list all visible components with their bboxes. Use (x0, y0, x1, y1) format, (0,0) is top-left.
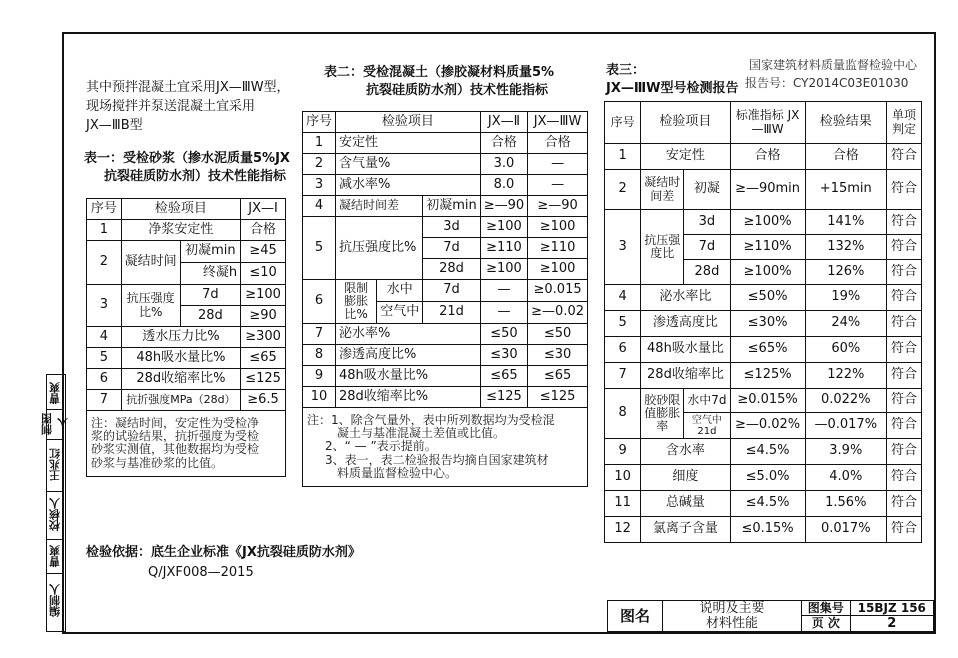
cell: 净浆安定性 (121, 220, 240, 241)
table-row (303, 366, 588, 387)
cell: 限制膨胀比% (336, 280, 377, 324)
cell: ≥110 (480, 238, 527, 259)
cell: 132% (805, 235, 886, 260)
table-row (303, 345, 588, 366)
cell: 7d (684, 235, 730, 260)
cell: ≤65 (241, 348, 286, 369)
cell: 7 (303, 324, 336, 345)
cell: 渗透高度比% (336, 345, 481, 366)
table-row (605, 311, 922, 337)
divider (47, 409, 64, 410)
cell: 9 (303, 366, 336, 387)
cell: 1 (87, 220, 122, 241)
cell: ≤125 (528, 387, 588, 408)
cell: 符合 (887, 363, 922, 389)
cell: ≥100 (241, 285, 286, 306)
table-row (303, 387, 588, 408)
cell: 1 (605, 144, 641, 170)
cell: ≤10 (241, 263, 286, 285)
cell: 符合 (887, 389, 922, 413)
cell: 符合 (887, 210, 922, 235)
table1-note (87, 411, 286, 477)
cell: 6 (605, 337, 641, 363)
intro-line: 其中预拌混凝土宜采用JX—ⅢW型， (86, 80, 290, 95)
drawing-name-label: 图名 (608, 601, 663, 632)
table-row (608, 601, 934, 616)
cell: 氯离子含量 (641, 517, 730, 543)
cell: 5 (87, 348, 122, 369)
cell: 3.0 (480, 154, 527, 175)
cell: 合格 (528, 133, 588, 154)
cell: 28d (684, 260, 730, 285)
signature-label: 校核人 (48, 498, 62, 532)
cell: ≤65% (730, 337, 805, 363)
cell: 1 (303, 133, 336, 154)
cell: 含水率 (641, 439, 730, 465)
test-basis (86, 543, 361, 583)
cell: 符合 (887, 144, 922, 170)
table-row (87, 327, 286, 348)
cell: 48h吸水量比% (336, 366, 481, 387)
table-row (605, 363, 922, 389)
cell: ≥—90 (528, 196, 588, 217)
table2-title-line: 抗裂硅质防水剂）技术性能指标 (366, 83, 549, 98)
cell: 减水率% (336, 175, 481, 196)
cell: 122% (805, 363, 886, 389)
cell: 4 (87, 327, 122, 348)
table-row (605, 210, 922, 235)
cell: ≤50 (528, 324, 588, 345)
cell: 1.56% (805, 491, 886, 517)
cell: 3 (87, 285, 122, 327)
table3-title-line: 表三： (606, 63, 646, 78)
table-row (303, 112, 588, 133)
title-block (607, 600, 934, 632)
cell: 3d (684, 210, 730, 235)
drawing-name (663, 601, 802, 632)
cell: 安定性 (641, 144, 730, 170)
table-row (605, 170, 922, 210)
divider (47, 573, 64, 574)
cell: 7 (87, 390, 122, 411)
cell: 3.9% (805, 439, 886, 465)
cell: 符合 (887, 439, 922, 465)
cell: — (528, 154, 588, 175)
cell: ≥110% (730, 235, 805, 260)
cell: ≥100% (730, 210, 805, 235)
cell: 24% (805, 311, 886, 337)
page-label: 页 次 (802, 616, 851, 632)
note-line: 料质量监督检验中心。 (337, 465, 458, 480)
cell: JX—Ⅱ (480, 112, 527, 133)
cell: 细度 (641, 465, 730, 491)
cell: 泌水率比 (641, 285, 730, 311)
table-row (303, 154, 588, 175)
intro-line: 现场搅拌并泵送混凝土宜采用 (86, 99, 256, 114)
intro-text (86, 78, 290, 135)
table-row (303, 196, 588, 217)
cell: ≥—90min (730, 170, 805, 210)
cell: 符合 (887, 413, 922, 439)
cell: 合格 (805, 144, 886, 170)
cell: 初凝 (684, 170, 730, 210)
note-line: 砂浆实测值，其他数据均为受检 (91, 442, 260, 457)
table-row (303, 280, 588, 302)
cell: ≥300 (241, 327, 286, 348)
cell: 3 (605, 210, 641, 285)
cell: 渗透高度比 (641, 311, 730, 337)
table-row (605, 102, 922, 144)
note-line: 注：1、除含气量外，表中所列数据均为受检混 (307, 413, 555, 427)
note-line: 注：凝结时间，安定性为受检净 (91, 416, 260, 430)
table2 (302, 111, 588, 487)
cell: 7 (605, 363, 641, 389)
signature-label: 制图人 (40, 413, 70, 435)
cell: ≥—0.02 (528, 302, 588, 324)
cell: 11 (605, 491, 641, 517)
table1 (86, 198, 286, 477)
cell: ≤30 (480, 345, 527, 366)
atlas-number: 15BJZ 156 (850, 601, 933, 616)
cell: —0.017% (805, 413, 886, 439)
cell: 5 (303, 217, 336, 280)
cell: ≥100 (480, 259, 527, 280)
cell: 终凝h (180, 263, 240, 285)
cell: 6 (87, 369, 122, 390)
cell: 安定性 (336, 133, 481, 154)
cell: 0.022% (805, 389, 886, 413)
table2-note (303, 408, 588, 487)
intro-line: JX—ⅢB型 (86, 118, 143, 133)
cell: 10 (303, 387, 336, 408)
table-row (605, 144, 922, 170)
cell: 空气中 (377, 302, 423, 324)
cell: 4 (605, 285, 641, 311)
cell: 9 (605, 439, 641, 465)
cell: 抗压强度比 (641, 210, 684, 285)
cell: 初凝min (180, 241, 240, 263)
note-line: 2、“ — ”表示提前。 (325, 439, 437, 454)
cell: 抗压强度比% (121, 285, 180, 327)
table-row (87, 220, 286, 241)
cell: ≥110 (528, 238, 588, 259)
cell: ≤4.5% (730, 491, 805, 517)
cell: 28d收缩率比 (641, 363, 730, 389)
table-row (87, 285, 286, 306)
table2-title-line: 表二：受检混凝土（掺胶凝材料质量5% (324, 65, 555, 80)
cell: 8 (605, 389, 641, 439)
table2-title (324, 64, 554, 100)
cell: — (480, 280, 527, 302)
table-row (605, 491, 922, 517)
cell: 序号 (303, 112, 336, 133)
cell: 合格 (241, 220, 286, 241)
note-line: 凝土与基准混凝土差值或比值。 (337, 426, 506, 441)
cell: 12 (605, 517, 641, 543)
signature: 曹爽 (48, 382, 62, 404)
cell: 胶砂限值膨胀率 (641, 389, 684, 439)
cell: ≤50 (480, 324, 527, 345)
table-row (605, 285, 922, 311)
cell: 4.0% (805, 465, 886, 491)
cell: 2 (605, 170, 641, 210)
cell: 符合 (887, 311, 922, 337)
table-row (605, 337, 922, 363)
cell: ≤50% (730, 285, 805, 311)
table-row (303, 324, 588, 345)
divider (47, 539, 64, 540)
cell: 序号 (87, 199, 122, 220)
cell: 水中 (377, 280, 423, 302)
org-name: 国家建筑材料质量监督检验中心 (749, 58, 918, 72)
table1-title-line: 抗裂硅质防水剂）技术性能指标 (104, 169, 287, 184)
cell: ≤125% (730, 363, 805, 389)
note-line: 浆的试验结果，抗折强度为受检 (91, 429, 260, 444)
cell: ≥100% (730, 260, 805, 285)
cell: 48h吸水量比% (121, 348, 240, 369)
table3 (604, 101, 922, 543)
cell: 28d (423, 259, 481, 280)
cell: 3 (303, 175, 336, 196)
cell: 0.017% (805, 517, 886, 543)
cell: 8.0 (480, 175, 527, 196)
cell: 凝结时间 (121, 241, 180, 285)
signature: 王兆红 (48, 448, 62, 482)
table-row (87, 390, 286, 411)
cell: +15min (805, 170, 886, 210)
cell: 2 (303, 154, 336, 175)
cell: ≥100 (528, 259, 588, 280)
cell: 48h吸水量比 (641, 337, 730, 363)
cell: 6 (303, 280, 336, 324)
table-row (87, 241, 286, 263)
cell: 符合 (887, 517, 922, 543)
cell: 空气中21d (684, 413, 730, 439)
cell: 含气量% (336, 154, 481, 175)
basis-line: Q/JXF008—2015 (148, 565, 254, 580)
cell: 8 (303, 345, 336, 366)
note-line: 砂浆与基准砂浆的比值。 (91, 455, 224, 470)
table-row (87, 369, 286, 390)
cell: ≥—0.02% (730, 413, 805, 439)
cell: ≥100 (480, 217, 527, 238)
cell: ≥0.015% (730, 389, 805, 413)
cell: 检验项目 (121, 199, 240, 220)
cell: ≤30% (730, 311, 805, 337)
table-row (303, 133, 588, 154)
cell: ≤0.15% (730, 517, 805, 543)
cell: 检验项目 (336, 112, 481, 133)
cell: 7d (423, 280, 481, 302)
cell: 单项判定 (887, 102, 922, 144)
cell: ≥0.015 (528, 280, 588, 302)
table-row (87, 348, 286, 369)
table-row (605, 517, 922, 543)
cell: 初凝min (423, 196, 481, 217)
cell: 28d (180, 306, 240, 327)
page-number: 2 (850, 616, 933, 632)
table-row (87, 411, 286, 477)
divider (47, 439, 64, 440)
note-line: 3、表一，表二检验报告均摘自国家建筑材 (325, 452, 549, 467)
cell: 141% (805, 210, 886, 235)
cell: JX—Ⅰ (241, 199, 286, 220)
cell: 28d收缩率比% (121, 369, 240, 390)
cell: ≤65 (480, 366, 527, 387)
cell: 合格 (730, 144, 805, 170)
cell: 标准指标 JX—ⅢW (730, 102, 805, 144)
table-row (605, 465, 922, 491)
cell: 符合 (887, 170, 922, 210)
cell: 5 (605, 311, 641, 337)
cell: 10 (605, 465, 641, 491)
drawing-name-line: 材料性能 (705, 616, 758, 631)
cell: 总碱量 (641, 491, 730, 517)
drawing-name-line: 说明及主要 (699, 601, 765, 616)
cell: 符合 (887, 337, 922, 363)
cell: 60% (805, 337, 886, 363)
cell: 21d (423, 302, 481, 324)
cell: 4 (303, 196, 336, 217)
cell: ≤125 (241, 369, 286, 390)
cell: 凝结时间差 (641, 170, 684, 210)
cell: 3d (423, 217, 481, 238)
cell: ≥100 (528, 217, 588, 238)
table-row (303, 175, 588, 196)
cell: — (528, 175, 588, 196)
cell: 抗折强度MPa（28d） (121, 390, 240, 411)
cell: ≥45 (241, 241, 286, 263)
cell: ≥90 (241, 306, 286, 327)
table3-title (606, 62, 739, 98)
cell: 符合 (887, 285, 922, 311)
cell: 7d (423, 238, 481, 259)
cell: 抗压强度比% (336, 217, 423, 280)
report-info (745, 56, 917, 92)
cell: 检验项目 (641, 102, 730, 144)
table1-title-line: 表一：受检砂浆（掺水泥质量5%JX (84, 151, 290, 166)
cell: ≤125 (480, 387, 527, 408)
signature-label: 编制人 (48, 584, 62, 618)
cell: ≤65 (528, 366, 588, 387)
table-row (605, 389, 922, 413)
cell: ≤30 (528, 345, 588, 366)
cell: ≤5.0% (730, 465, 805, 491)
cell: 符合 (887, 465, 922, 491)
cell: 序号 (605, 102, 641, 144)
cell: 检验结果 (805, 102, 886, 144)
signature: 曹爽 (48, 545, 62, 567)
cell: — (480, 302, 527, 324)
report-number: 报告号：CY2014C03E01030 (745, 76, 909, 90)
cell: 28d收缩率比% (336, 387, 481, 408)
cell: JX—ⅢW (528, 112, 588, 133)
divider (47, 491, 64, 492)
cell: 126% (805, 260, 886, 285)
cell: 符合 (887, 491, 922, 517)
cell: ≤4.5% (730, 439, 805, 465)
atlas-label: 图集号 (802, 601, 851, 616)
table-row (303, 217, 588, 238)
cell: 19% (805, 285, 886, 311)
signature-strip (40, 374, 70, 632)
cell: 水中7d (684, 389, 730, 413)
cell: 泌水率% (336, 324, 481, 345)
basis-line: 检验依据：底生企业标准《JX抗裂硅质防水剂》 (86, 545, 361, 560)
table3-title-line: JX—ⅢW型号检测报告 (606, 81, 739, 96)
cell: ≥6.5 (241, 390, 286, 411)
table-row (87, 199, 286, 220)
cell: 合格 (480, 133, 527, 154)
cell: 7d (180, 285, 240, 306)
cell: 符合 (887, 235, 922, 260)
cell: 凝结时间差 (336, 196, 423, 217)
table1-title (84, 150, 290, 186)
cell: ≥—90 (480, 196, 527, 217)
cell: 2 (87, 241, 122, 285)
cell: 透水压力比% (121, 327, 240, 348)
table-row (303, 408, 588, 487)
table-row (605, 439, 922, 465)
cell: 符合 (887, 260, 922, 285)
